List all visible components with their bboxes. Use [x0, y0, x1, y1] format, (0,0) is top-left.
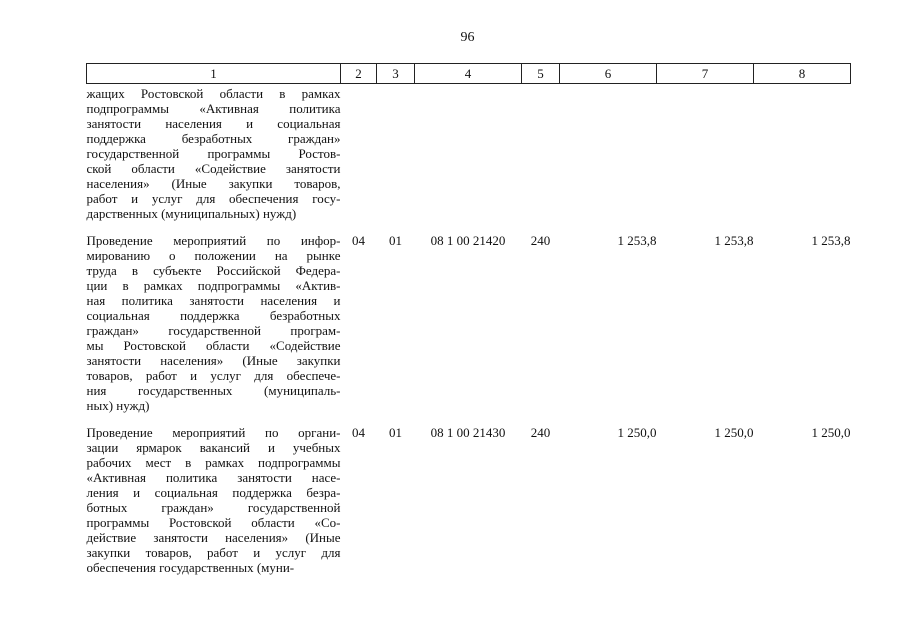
- description-line: ботных граждан» государственной: [86, 500, 341, 515]
- subsection-code: 01: [389, 425, 402, 440]
- description-line: поддержка безработных граждан»: [86, 131, 341, 146]
- row-description: [87, 84, 341, 234]
- amount-col-7: 1 253,8: [714, 233, 754, 248]
- description-line: Проведение мероприятий по органи-: [86, 425, 341, 440]
- header-col-6: 6: [560, 64, 657, 84]
- target-article-code: [415, 84, 522, 234]
- header-col-4: 4: [415, 64, 522, 84]
- header-col-3: 3: [377, 64, 415, 84]
- header-col-2: 2: [341, 64, 377, 84]
- header-col-7: 7: [657, 64, 754, 84]
- description-line: работ и услуг для обеспечения госу-: [86, 191, 341, 206]
- amount-col-8: [754, 84, 851, 234]
- description-line: жащих Ростовской области в рамках: [86, 86, 341, 101]
- description-line: ных) нужд): [86, 398, 150, 413]
- table-body: [87, 84, 851, 588]
- description-line: занятости населения» (Иные закупки: [86, 353, 341, 368]
- description-line: труда в субъекте Российской Федера-: [86, 263, 341, 278]
- row-description: [87, 233, 341, 425]
- description-line: мы Ростовской области «Содействие: [86, 338, 341, 353]
- expense-type-code: 240: [530, 233, 551, 248]
- page-number: 96: [460, 30, 475, 45]
- description-line: занятости населения и социальная: [86, 116, 341, 131]
- table-row: [87, 233, 851, 425]
- target-article-code: 08 1 00 21430: [430, 425, 506, 440]
- description-line: «Активная политика занятости насе-: [86, 470, 341, 485]
- description-line: населения» (Иные закупки товаров,: [86, 176, 341, 191]
- target-article-code: 08 1 00 21420: [430, 233, 506, 248]
- header-row: [87, 64, 851, 84]
- row-description: [87, 425, 341, 587]
- header-col-8: 8: [754, 64, 851, 84]
- section-code: [341, 84, 377, 234]
- description-line: закупки товаров, работ и услуг для: [86, 545, 341, 560]
- description-line: Проведение мероприятий по инфор-: [86, 233, 341, 248]
- description-line: граждан» государственной програм-: [86, 323, 341, 338]
- amount-col-7: [657, 84, 754, 234]
- description-line: ления и социальная поддержка безра-: [86, 485, 341, 500]
- expense-type-code: [522, 84, 560, 234]
- description-line: социальная поддержка безработных: [86, 308, 341, 323]
- expense-type-code: 240: [530, 425, 551, 440]
- description-line: товаров, работ и услуг для обеспече-: [86, 368, 341, 383]
- description-line: подпрограммы «Активная политика: [86, 101, 341, 116]
- amount-col-6: 1 250,0: [617, 425, 657, 440]
- table-row: [87, 84, 851, 234]
- description-line: ции в рамках подпрограммы «Актив-: [86, 278, 341, 293]
- header-col-5: 5: [522, 64, 560, 84]
- amount-col-8: 1 253,8: [811, 233, 851, 248]
- description-line: действие занятости населения» (Иные: [86, 530, 341, 545]
- amount-col-6: 1 253,8: [617, 233, 657, 248]
- description-line: государственной программы Ростов-: [86, 146, 341, 161]
- description-line: мированию о положении на рынке: [86, 248, 341, 263]
- description-line: ния государственных (муниципаль-: [86, 383, 341, 398]
- amount-col-8: 1 250,0: [811, 425, 851, 440]
- section-code: 04: [352, 233, 365, 248]
- section-code: 04: [352, 425, 365, 440]
- subsection-code: [377, 84, 415, 234]
- description-line: ная политика занятости населения и: [86, 293, 341, 308]
- description-line: обеспечения государственных (муни-: [86, 560, 295, 575]
- budget-table: [86, 63, 851, 587]
- table-row: [87, 425, 851, 587]
- description-line: рабочих мест в рамках подпрограммы: [86, 455, 341, 470]
- subsection-code: 01: [389, 233, 402, 248]
- header-col-1: 1: [87, 64, 341, 84]
- description-line: программы Ростовской области «Со-: [86, 515, 341, 530]
- description-line: дарственных (муниципальных) нужд): [86, 206, 297, 221]
- amount-col-6: [560, 84, 657, 234]
- amount-col-7: 1 250,0: [714, 425, 754, 440]
- description-line: зации ярмарок вакансий и учебных: [86, 440, 341, 455]
- description-line: ской области «Содействие занятости: [86, 161, 341, 176]
